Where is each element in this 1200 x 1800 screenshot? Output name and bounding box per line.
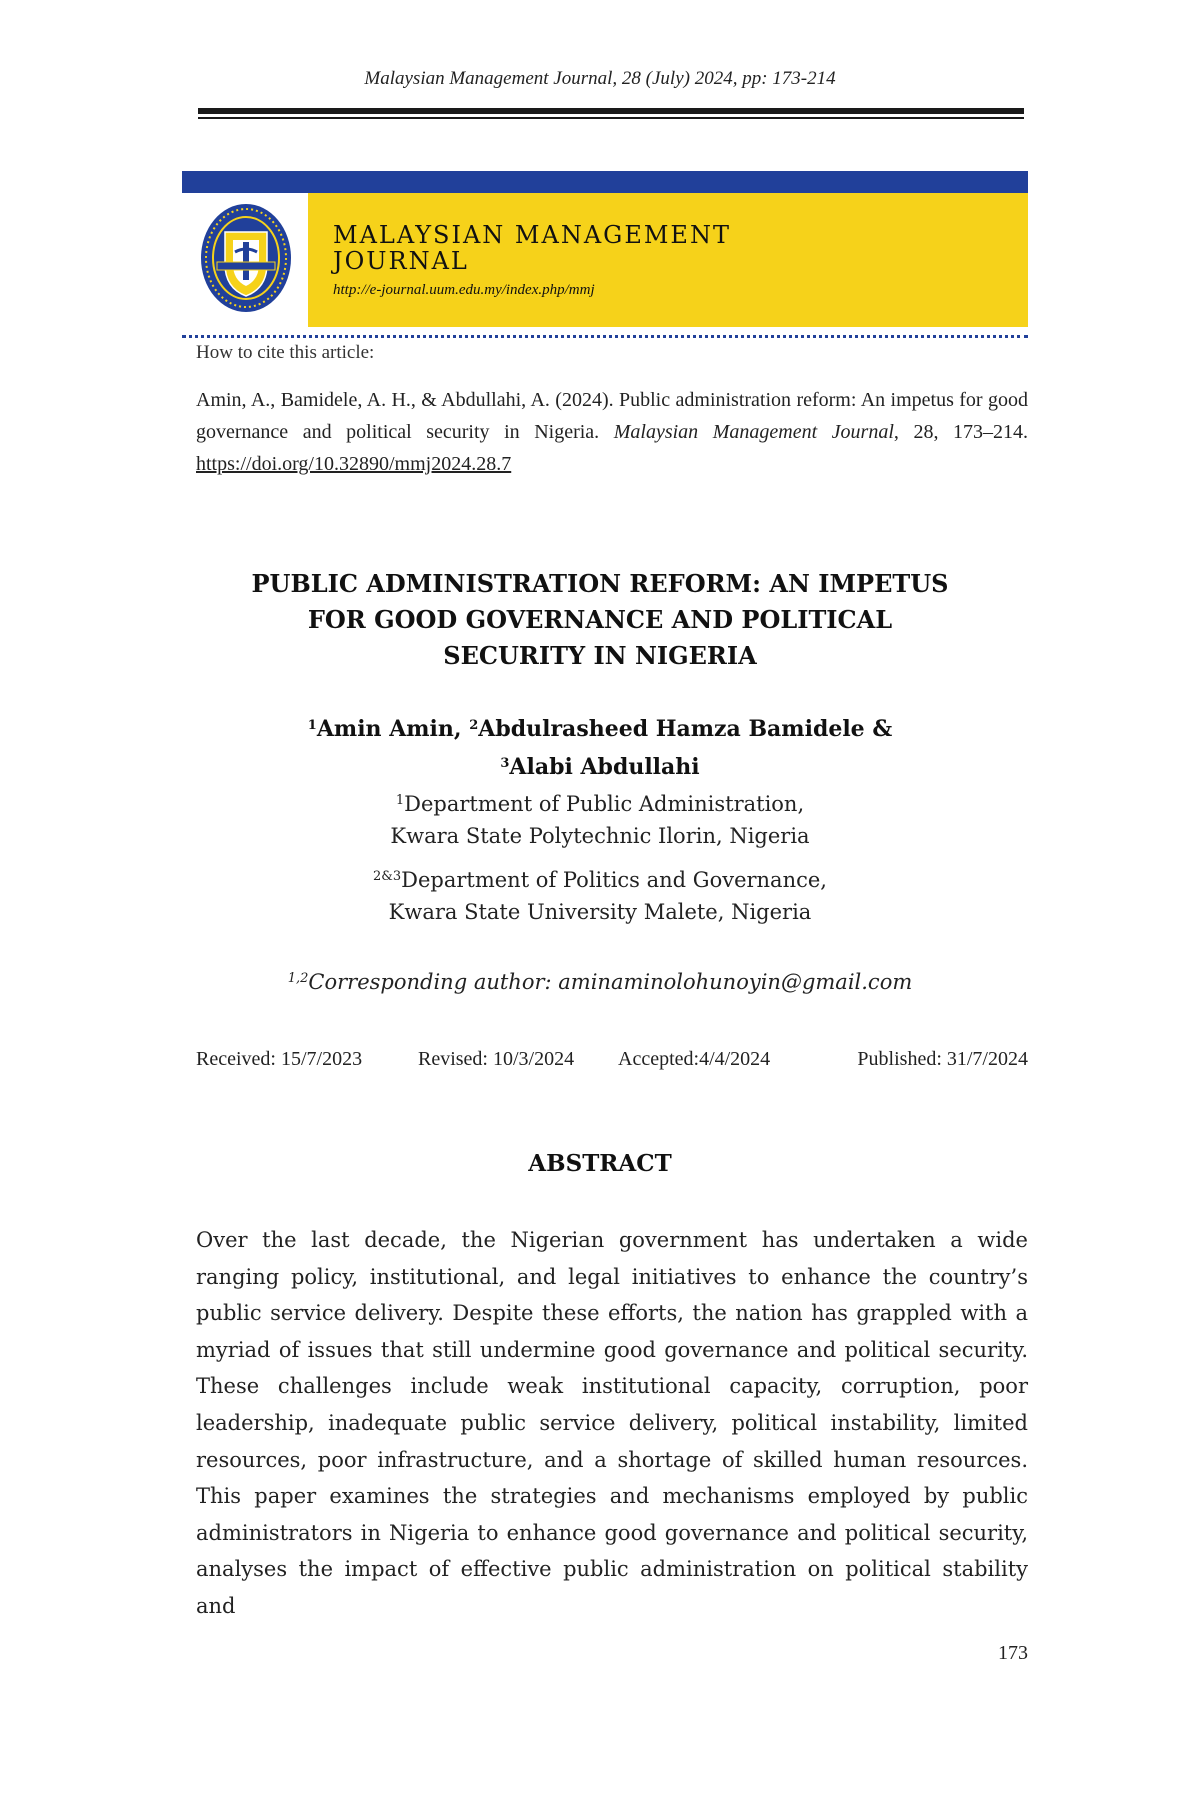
corresponding-sup: 1,2	[287, 971, 309, 986]
doi-link[interactable]: https://doi.org/10.32890/mmj2024.28.7	[196, 453, 512, 475]
author-2: Abdulrasheed Hamza Bamidele &	[478, 716, 893, 742]
cite-label: How to cite this article:	[196, 342, 375, 363]
corresponding-author-email[interactable]: Corresponding author: aminaminolohunoyin@gmail.com	[308, 970, 913, 994]
abstract-heading: ABSTRACT	[528, 1150, 672, 1177]
author3-sup: 3	[500, 756, 510, 771]
citation-text: Amin, A., Bamidele, A. H., & Abdullahi, A. (2024). Public administration reform: An impetus for good governance and political security in Nigeria.	[196, 389, 1028, 443]
page-number: 173	[998, 1642, 1028, 1664]
date-published: Published: 31/7/2024	[857, 1048, 1028, 1070]
author-1: Amin Amin,	[316, 716, 470, 742]
author2-sup: 2	[469, 718, 479, 733]
affiliation-2	[0, 864, 1200, 928]
running-head: Malaysian Management Journal, 28 (July) 2024, pp: 173-214	[364, 68, 836, 89]
citation-journal: Malaysian Management Journal	[613, 421, 894, 443]
header-rule-thick	[198, 108, 1024, 114]
affiliation-2-line2: Kwara State University Malete, Nigeria	[388, 900, 812, 924]
date-received: Received: 15/7/2023	[196, 1048, 363, 1070]
author1-sup: 1	[307, 718, 317, 733]
author-list	[0, 710, 1200, 786]
date-accepted: Accepted:4/4/2024	[618, 1048, 771, 1070]
corresponding-author	[0, 970, 1200, 994]
journal-name	[333, 222, 833, 274]
title-line-2: FOR GOOD GOVERNANCE AND POLITICAL	[307, 605, 893, 634]
university-logo-icon	[199, 202, 293, 314]
title-line-3: SECURITY IN NIGERIA	[443, 641, 757, 670]
citation-details: , 28, 173–214.	[893, 421, 1029, 443]
banner-top-bar	[182, 171, 1028, 193]
journal-url-link[interactable]: http://e-journal.uum.edu.my/index.php/mmj	[333, 282, 595, 298]
paper-title	[0, 566, 1200, 674]
title-line-1: PUBLIC ADMINISTRATION REFORM: AN IMPETUS	[251, 569, 949, 598]
citation	[196, 384, 1028, 480]
affiliation-1-sup: 1	[395, 793, 405, 808]
journal-name-line1: MALAYSIAN MANAGEMENT	[333, 221, 731, 249]
journal-name-line2: JOURNAL	[333, 247, 469, 275]
dotted-divider	[182, 335, 1028, 338]
affiliation-2-line1: Department of Politics and Governance,	[401, 868, 827, 892]
affiliation-1-line2: Kwara State Polytechnic Ilorin, Nigeria	[390, 824, 810, 848]
affiliation-1	[0, 788, 1200, 852]
abstract-body: Over the last decade, the Nigerian government has undertaken a wide ranging policy, institutional, and legal initiatives to enhance the country’s public service delivery. Despite these efforts, the nation has grappled with a myriad of issues that still undermine good governance and political security. These challenges include weak institutional capacity, corruption, poor leadership, inadequate public service delivery, political instability, limited resources, poor infrastructure, and a shortage of skilled human resources. This paper examines the strategies and mechanisms employed by public administrators in Nigeria to enhance good governance and political security, analyses the impact of effective public administration on political stability and	[196, 1228, 1028, 1618]
affiliation-2-sup: 2&3	[373, 869, 402, 884]
date-revised: Revised: 10/3/2024	[418, 1048, 575, 1070]
author-3: Alabi Abdullahi	[509, 754, 700, 780]
affiliation-1-line1: Department of Public Administration,	[404, 792, 805, 816]
header-rule-thin	[198, 117, 1024, 119]
